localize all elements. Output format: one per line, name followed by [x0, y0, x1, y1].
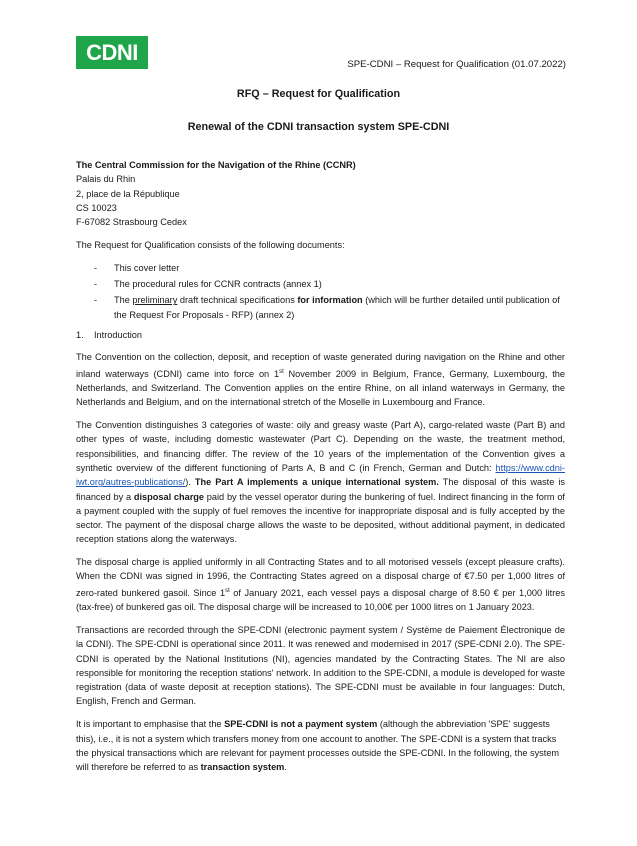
bold-text: The Part A implements a unique international system.: [194, 477, 439, 488]
list-item-text: The: [114, 295, 133, 306]
bold-text: disposal charge: [133, 491, 205, 502]
header-reference: SPE-CDNI – Request for Qualification (01.07.2022): [347, 59, 566, 70]
address-line: Palais du Rhin: [76, 174, 136, 185]
publications-link[interactable]: https://www.cdni-iwt.org/autres-publications/: [76, 462, 565, 488]
address-line: 2, place de la République: [76, 188, 180, 199]
section-title: Introduction: [94, 329, 143, 340]
section-heading: [76, 328, 565, 342]
bold-text: for information: [297, 295, 363, 306]
address-line: F-67082 Strasbourg Cedex: [76, 217, 187, 228]
paragraph: The disposal charge is applied uniformly in all Contracting States and to all motorised vessels (except pleasure crafts). When the CDNI was signed in 1996, the Contracting States agreed on a disposal charge of €7.50 per 1,000 litres of zero-rated bunkered gasoil. Since 1st of January 2021, each vessel pays a disposal charge of 8.50 € per 1,000 litres (tax-free) of bunkered gas oil. The disposal charge will be increased to 10,00€ per 1000 litres on 1 January 2023.: [76, 557, 566, 613]
list-item-text: draft technical specifications: [177, 295, 298, 306]
superscript: st: [225, 587, 230, 594]
documents-list: [76, 261, 565, 322]
list-dash: -: [94, 262, 98, 273]
paragraph: Transactions are recorded through the SPE-CDNI (electronic payment system / Système de Paiement Électronique de la CDNI). The SPE-CDNI is operational since 2011. It was renewed and modernised in 2017 (SPE-CDNI 2.0). The SPE-CDNI is operated by the National Institutions (NI), agencies mandated by the Contracting States. The NI are also responsible for monitoring the reception stations' network. In addition to the SPE-CDNI, a module is developed for waste registration (data of waste deposit at reception stations). The SPE-CDNI must be available in four languages: Dutch, English, French and German.: [76, 624, 565, 707]
document-subtitle: Renewal of the CDNI transaction system SPE-CDNI: [187, 121, 450, 133]
paragraph: The Convention on the collection, deposit, and reception of waste generated during navigation on the Rhine and other inland waterways (CDNI) came into force on 1st November 2009 in Belgium, France, Germany, Luxembourg, the Netherlands, and Switzerland. The Convention applies on the entire Rhine, on all inland waterways in Germany, the Netherlands and Belgium, and on the international stretch of the Moselle in Luxembourg and France.: [76, 352, 565, 408]
bold-text: SPE-CDNI is not a payment system: [224, 719, 378, 730]
underlined-text: preliminary: [132, 295, 178, 306]
address-block: [76, 158, 565, 229]
list-item: [76, 293, 565, 322]
cdni-logo: CDNI: [76, 36, 148, 69]
list-item: [76, 261, 565, 275]
paragraph: It is important to emphasise that the SPE-CDNI is not a payment system (although the abbreviation 'SPE' suggests this), i.e., it is not a system which transfers money from one account to another. The SPE-CDNI is a system that tracks the physical transactions which are relevant for payment processes outside the SPE-CDNI. In the following, the system will therefore be referred to as transaction system.: [76, 719, 560, 773]
list-dash: -: [94, 295, 98, 306]
list-item-text: This cover letter: [114, 262, 180, 273]
superscript: st: [279, 368, 284, 375]
document-title: RFQ – Request for Qualification: [236, 88, 401, 100]
bold-text: transaction system: [200, 762, 285, 773]
list-dash: -: [94, 279, 98, 290]
paragraph: The Convention distinguishes 3 categories of waste: oily and greasy waste (Part A), cargo-related waste (Part B) and other types of waste, including domestic wastewater (Part C). Depending on the waste, the treatment method, responsibilities, and financing differ. The review of the 10 years of the implementation of the Convention gives a synthetic overview of the different functioning of Parts A, B and C (in French, German and Dutch: https://www.cdni-iwt.org/autres-publications/). The Part A implements a unique international system. The disposal of this waste is financed by a disposal charge paid by the vessel operator during the bunkering of fuel. Indirect financing in the form of a payment coupled with the supply of fuel removes the incentive for inappropriate disposal and is fully accepted by the sector. The payment of the disposal charge allows the waste to be deposited, without additional payment, in dedicated reception stations along the waterways.: [76, 420, 565, 545]
section-number: 1.: [76, 329, 84, 340]
documents-intro: The Request for Qualification consists of the following documents:: [76, 239, 345, 250]
list-item: [76, 277, 565, 291]
organisation-name: The Central Commission for the Navigation of the Rhine (CCNR): [76, 160, 356, 170]
list-item-text: The procedural rules for CCNR contracts (annex 1): [114, 279, 322, 290]
list-item-text: (which will be further detailed until publication of the Request For Proposals - RFP) (annex 2): [114, 295, 560, 320]
address-line: CS 10023: [76, 202, 117, 213]
document-body: [76, 158, 565, 783]
